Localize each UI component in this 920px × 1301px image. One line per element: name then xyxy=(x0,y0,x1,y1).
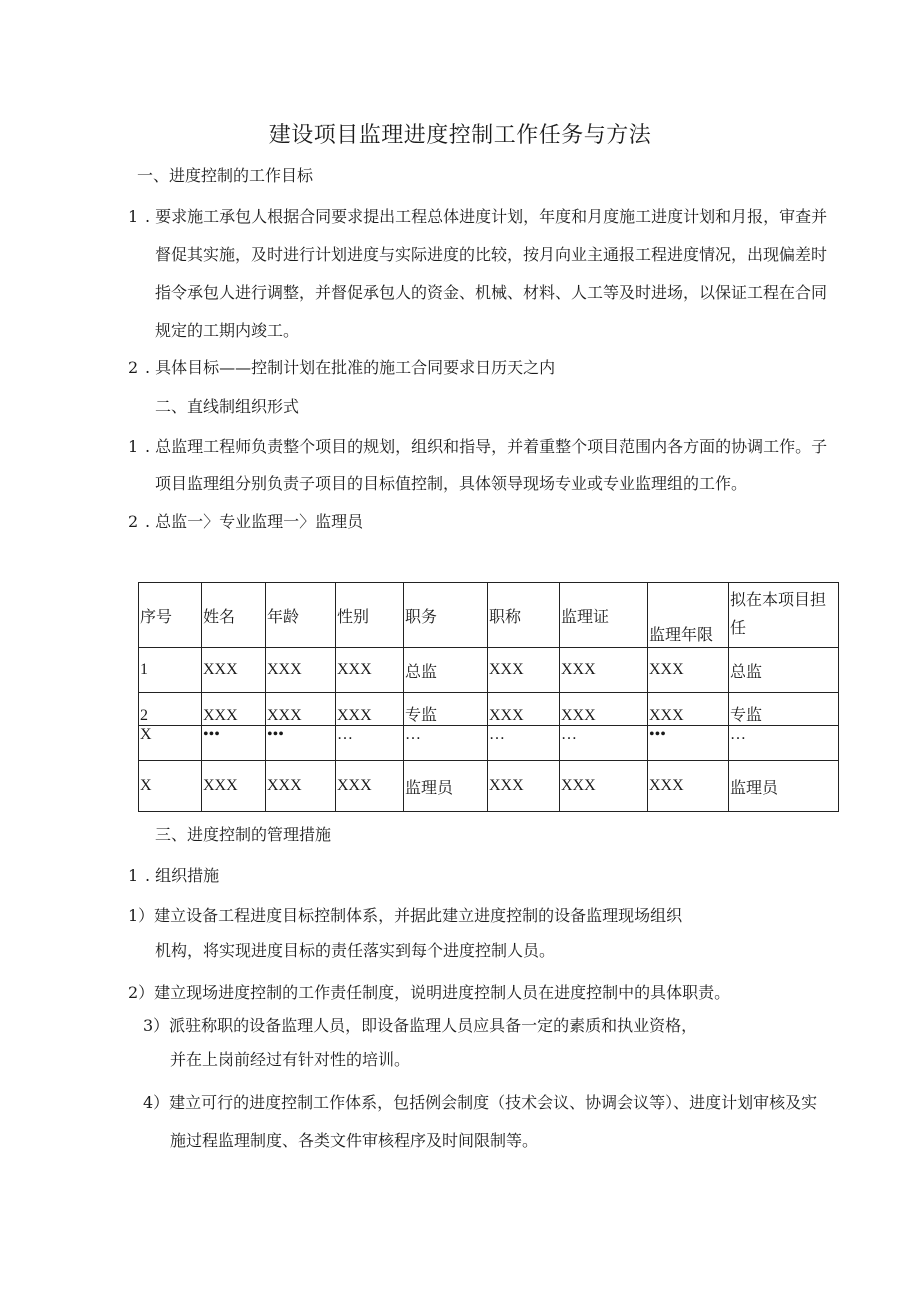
table-cell: X xyxy=(139,761,202,812)
table-cell: XXX xyxy=(202,648,266,693)
table-cell: XXX xyxy=(266,693,336,726)
table-cell: XXX xyxy=(336,648,404,693)
header-cell: 职称 xyxy=(488,583,560,648)
table-cell: XXX xyxy=(488,761,560,812)
measure-1-line1: 1）建立设备工程进度目标控制体系，并据此建立进度控制的设备监理现场组织 xyxy=(128,906,683,925)
table-header-row xyxy=(139,583,839,648)
table-cell: 监理员 xyxy=(729,761,839,812)
table-cell: XXX xyxy=(488,693,560,726)
header-cell: 职务 xyxy=(404,583,488,648)
s3-sub1-number: 1 xyxy=(128,866,139,885)
table-cell: 2 xyxy=(139,693,202,726)
table-cell: 监理员 xyxy=(404,761,488,812)
table-cell: ••• xyxy=(266,726,336,761)
s1-item1-line1: . 要求施工承包人根据合同要求提出工程总体进度计划，年度和月度施工进度计划和月报，审查并 xyxy=(145,207,828,226)
table-cell: … xyxy=(488,726,560,761)
header-cell: 年龄 xyxy=(266,583,336,648)
s2-item1-line2: 项目监理组分别负责子项目的目标值控制，具体领导现场专业或专业监理组的工作。 xyxy=(155,474,748,493)
header-cell: 序号 xyxy=(139,583,202,648)
table-cell: XXX xyxy=(336,761,404,812)
section-1-heading: 一、进度控制的工作目标 xyxy=(137,166,314,185)
table-cell: 1 xyxy=(139,648,202,693)
s1-item1-line4: 规定的工期内竣工。 xyxy=(155,321,300,340)
table-cell: … xyxy=(729,726,839,761)
s1-item2-text: . 具体目标——控制计划在批准的施工合同要求日历天之内 xyxy=(145,358,556,377)
measure-3-line2: 并在上岗前经过有针对性的培训。 xyxy=(170,1050,411,1069)
table-cell: XXX xyxy=(488,648,560,693)
s2-item2-number: 2 xyxy=(128,512,139,531)
header-cell: 监理证 xyxy=(560,583,648,648)
table-row xyxy=(139,693,839,726)
table-cell: 总监 xyxy=(404,648,488,693)
s1-item1-number: 1 xyxy=(128,207,139,226)
table-row xyxy=(139,726,839,761)
table-cell: XXX xyxy=(560,648,648,693)
table-cell: … xyxy=(560,726,648,761)
s1-item2-number: 2 xyxy=(128,358,139,377)
table-cell: 专监 xyxy=(404,693,488,726)
table-cell: … xyxy=(336,726,404,761)
table-cell: XXX xyxy=(336,693,404,726)
header-cell: 姓名 xyxy=(202,583,266,648)
table-cell: XXX xyxy=(648,693,729,726)
table-cell: XXX xyxy=(560,761,648,812)
s2-item2-text: . 总监一〉专业监理一〉监理员 xyxy=(145,512,364,531)
table-cell: XXX xyxy=(266,761,336,812)
table-cell: XXX xyxy=(648,761,729,812)
s3-sub1-text: . 组织措施 xyxy=(145,866,220,885)
document-title: 建设项目监理进度控制工作任务与方法 xyxy=(268,123,652,148)
table-cell: ••• xyxy=(202,726,266,761)
table-cell: X xyxy=(139,726,202,761)
section-3-heading: 三、进度控制的管理措施 xyxy=(155,825,332,844)
header-cell: 性别 xyxy=(336,583,404,648)
table-cell: 专监 xyxy=(729,693,839,726)
table-cell: XXX xyxy=(202,761,266,812)
s2-item1-line1: . 总监理工程师负责整个项目的规划，组织和指导，并着重整个项目范围内各方面的协调工作。子 xyxy=(145,437,828,456)
section-2-heading: 二、直线制组织形式 xyxy=(155,397,300,416)
header-cell: 拟在本项目担任 xyxy=(729,583,839,648)
header-cell: 监理年限 xyxy=(648,583,729,648)
table-cell: XXX xyxy=(266,648,336,693)
table-row xyxy=(139,761,839,812)
measure-1-line2: 机构，将实现进度目标的责任落实到每个进度控制人员。 xyxy=(155,941,556,960)
table-cell: ••• xyxy=(648,726,729,761)
table-cell: XXX xyxy=(202,693,266,726)
s2-item1-number: 1 xyxy=(128,437,139,456)
table-cell: … xyxy=(404,726,488,761)
measure-4-line2: 施过程监理制度、各类文件审核程序及时间限制等。 xyxy=(170,1131,539,1150)
s1-item1-line2: 督促其实施，及时进行计划进度与实际进度的比较，按月向业主通报工程进度情况，出现偏差时 xyxy=(155,245,828,264)
measure-2: 2）建立现场进度控制的工作责任制度，说明进度控制人员在进度控制中的具体职责。 xyxy=(128,983,731,1002)
measure-3-line1: 3）派驻称职的设备监理人员，即设备监理人员应具备一定的素质和执业资格， xyxy=(143,1016,698,1035)
table-row xyxy=(139,648,839,693)
table-cell: XXX xyxy=(648,648,729,693)
staff-table xyxy=(138,582,839,812)
table-cell: 总监 xyxy=(729,648,839,693)
measure-4-line1: 4）建立可行的进度控制工作体系，包括例会制度（技术会议、协调会议等）、进度计划审核及实 xyxy=(143,1093,818,1112)
s1-item1-line3: 指令承包人进行调整，并督促承包人的资金、机械、材料、人工等及时进场，以保证工程在合同 xyxy=(155,283,828,302)
table-cell: XXX xyxy=(560,693,648,726)
